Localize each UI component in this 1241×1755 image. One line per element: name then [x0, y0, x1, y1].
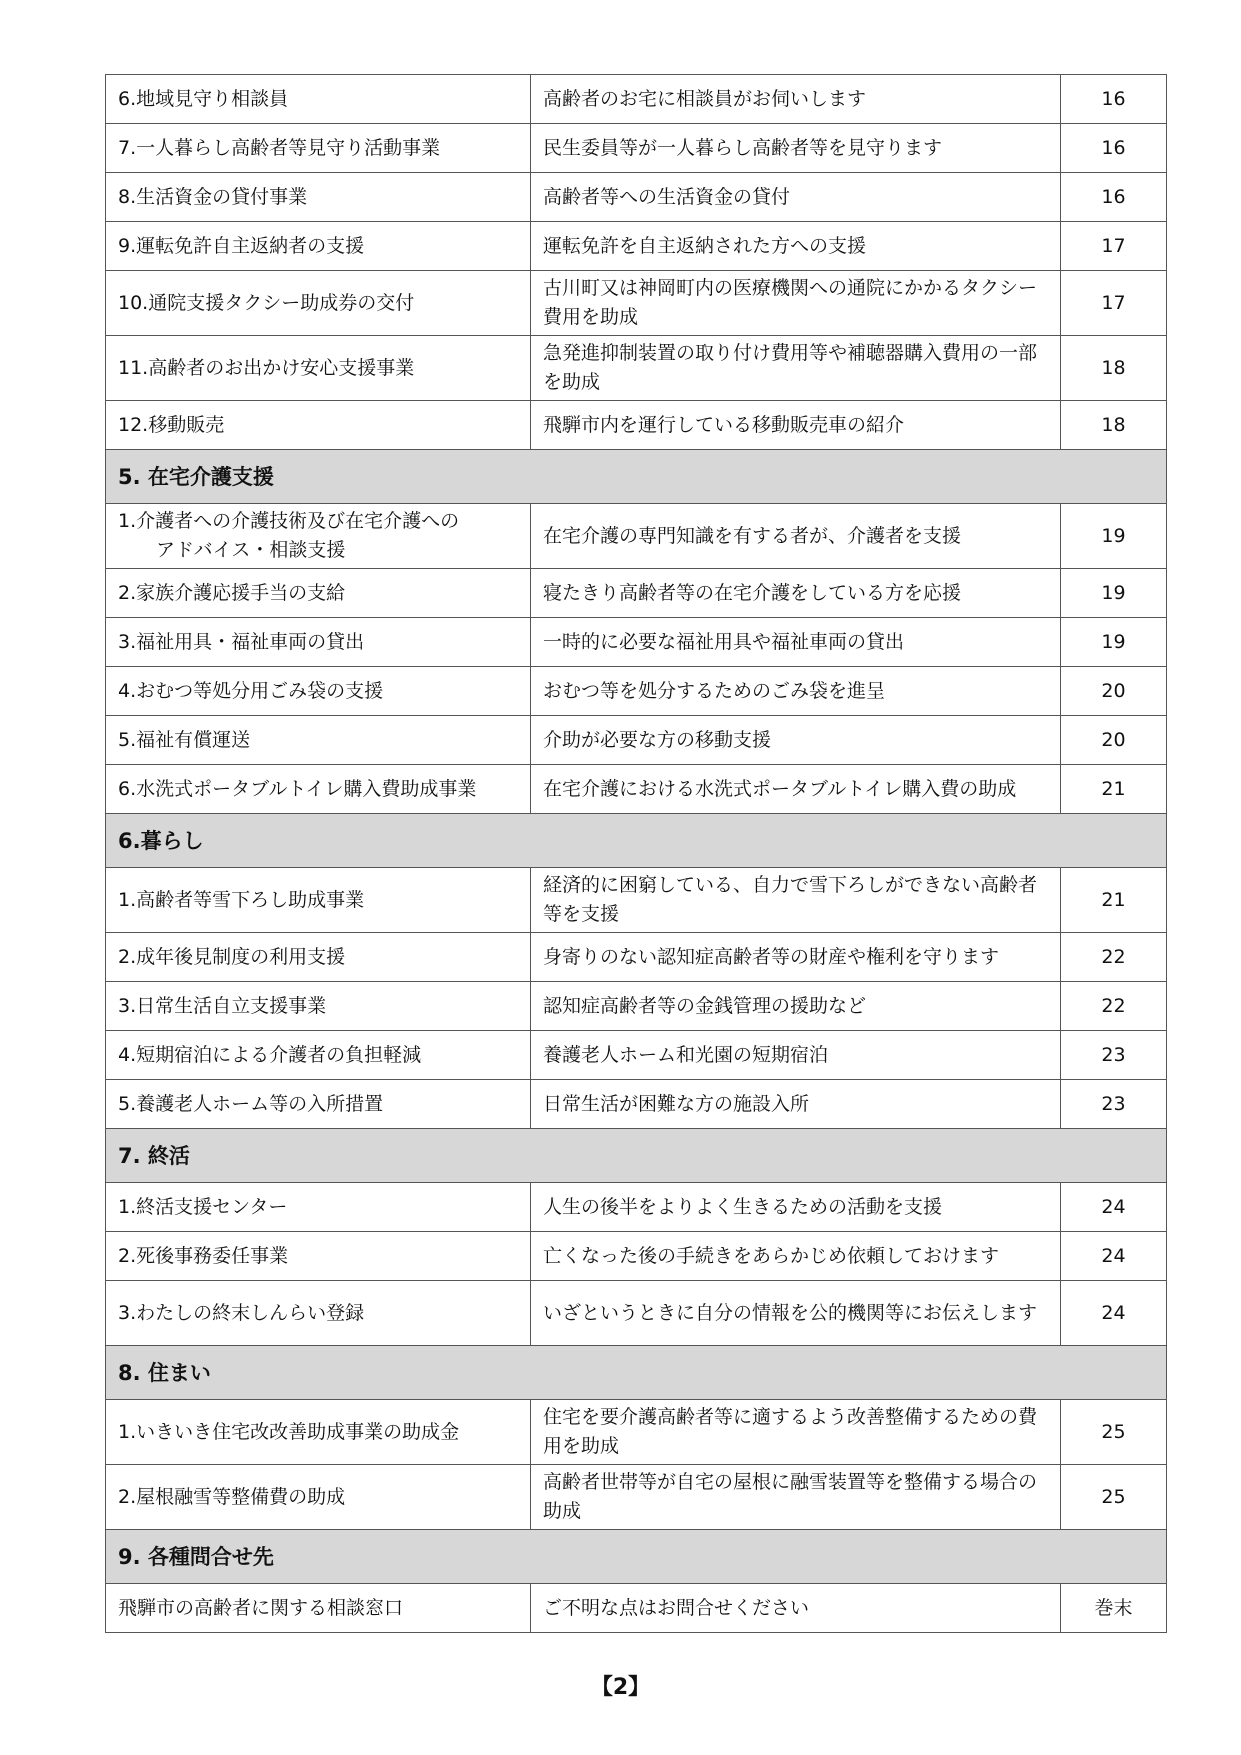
table-row	[106, 401, 1167, 450]
service-name-cell: 4.短期宿泊による介護者の負担軽減	[106, 1031, 531, 1080]
service-description: 在宅介護における水洗式ポータブルトイレ購入費の助成	[531, 765, 1061, 814]
service-description: 日常生活が困難な方の施設入所	[531, 1080, 1061, 1129]
table-row	[106, 716, 1167, 765]
service-name-cell: 6.水洗式ポータブルトイレ購入費助成事業	[106, 765, 531, 814]
table-row	[106, 1031, 1167, 1080]
service-description: 一時的に必要な福祉用具や福祉車両の貸出	[531, 618, 1061, 667]
table-row	[106, 1281, 1167, 1346]
service-description: 養護老人ホーム和光園の短期宿泊	[531, 1031, 1061, 1080]
page-reference: 18	[1061, 336, 1167, 401]
service-description: 高齢者のお宅に相談員がお伺いします	[531, 75, 1061, 124]
table-row	[106, 271, 1167, 336]
page-reference: 18	[1061, 401, 1167, 450]
service-name-cell: 12.移動販売	[106, 401, 531, 450]
service-description: 認知症高齢者等の金銭管理の援助など	[531, 982, 1061, 1031]
table-row	[106, 173, 1167, 222]
service-name-cell: 11.高齢者のお出かけ安心支援事業	[106, 336, 531, 401]
table-row	[106, 75, 1167, 124]
page-reference: 19	[1061, 569, 1167, 618]
service-description: いざというときに自分の情報を公的機関等にお伝えします	[531, 1281, 1061, 1346]
page-reference: 16	[1061, 173, 1167, 222]
section-title: 9. 各種問合せ先	[106, 1530, 1167, 1584]
table-row	[106, 1080, 1167, 1129]
table-row	[106, 569, 1167, 618]
page-reference: 24	[1061, 1232, 1167, 1281]
service-name-cell: 1.いきいき住宅改改善助成事業の助成金	[106, 1400, 531, 1465]
table-row	[106, 222, 1167, 271]
service-description: 在宅介護の専門知識を有する者が、介護者を支援	[531, 504, 1061, 569]
service-name: 1.介護者への介護技術及び在宅介護への	[118, 510, 460, 532]
table-row	[106, 1465, 1167, 1530]
service-name-cell: 2.屋根融雪等整備費の助成	[106, 1465, 531, 1530]
section-header-row	[106, 1530, 1167, 1584]
service-description: 経済的に困窮している、自力で雪下ろしができない高齢者等を支援	[531, 868, 1061, 933]
page-reference: 19	[1061, 504, 1167, 569]
page-reference: 16	[1061, 75, 1167, 124]
table-row	[106, 504, 1167, 569]
table-row	[106, 1183, 1167, 1232]
table-row	[106, 1232, 1167, 1281]
section-title: 8. 住まい	[106, 1346, 1167, 1400]
service-description: 住宅を要介護高齢者等に適するよう改善整備するための費用を助成	[531, 1400, 1061, 1465]
service-description: 寝たきり高齢者等の在宅介護をしている方を応援	[531, 569, 1061, 618]
table-row	[106, 618, 1167, 667]
service-name-cell: 2.家族介護応援手当の支給	[106, 569, 531, 618]
table-row	[106, 933, 1167, 982]
page-reference: 23	[1061, 1080, 1167, 1129]
service-name-cell	[106, 504, 531, 569]
section-title: 5. 在宅介護支援	[106, 450, 1167, 504]
page-reference: 17	[1061, 222, 1167, 271]
service-name-cell: 2.死後事務委任事業	[106, 1232, 531, 1281]
page-reference: 19	[1061, 618, 1167, 667]
service-description: 身寄りのない認知症高齢者等の財産や権利を守ります	[531, 933, 1061, 982]
service-name-cell: 8.生活資金の貸付事業	[106, 173, 531, 222]
service-name-cell: 2.成年後見制度の利用支援	[106, 933, 531, 982]
page-reference: 22	[1061, 982, 1167, 1031]
table-row	[106, 868, 1167, 933]
section-header-row	[106, 450, 1167, 504]
section-header-row	[106, 814, 1167, 868]
service-name-cell: 3.日常生活自立支援事業	[106, 982, 531, 1031]
service-name-cell: 3.福祉用具・福祉車両の貸出	[106, 618, 531, 667]
service-description: 高齢者世帯等が自宅の屋根に融雪装置等を整備する場合の助成	[531, 1465, 1061, 1530]
service-name-cell: 5.福祉有償運送	[106, 716, 531, 765]
page-reference: 22	[1061, 933, 1167, 982]
page-reference: 24	[1061, 1183, 1167, 1232]
section-title: 6.暮らし	[106, 814, 1167, 868]
service-name-cell: 飛騨市の高齢者に関する相談窓口	[106, 1584, 531, 1633]
service-name-cell: 10.通院支援タクシー助成券の交付	[106, 271, 531, 336]
page-reference: 25	[1061, 1465, 1167, 1530]
table-of-contents	[105, 74, 1167, 1633]
service-name-cell: 7.一人暮らし高齢者等見守り活動事業	[106, 124, 531, 173]
table-row	[106, 124, 1167, 173]
section-title: 7. 終活	[106, 1129, 1167, 1183]
service-name-continued: アドバイス・相談支援	[156, 539, 346, 561]
service-name-cell: 1.高齢者等雪下ろし助成事業	[106, 868, 531, 933]
service-description: 民生委員等が一人暮らし高齢者等を見守ります	[531, 124, 1061, 173]
table-row	[106, 765, 1167, 814]
service-name-cell: 4.おむつ等処分用ごみ袋の支援	[106, 667, 531, 716]
section-header-row	[106, 1346, 1167, 1400]
table-row	[106, 1400, 1167, 1465]
service-description: ご不明な点はお問合せください	[531, 1584, 1061, 1633]
page-reference: 17	[1061, 271, 1167, 336]
service-name-cell: 3.わたしの終末しんらい登録	[106, 1281, 531, 1346]
service-description: 急発進抑制装置の取り付け費用等や補聴器購入費用の一部を助成	[531, 336, 1061, 401]
page-number: 【2】	[590, 1675, 651, 1700]
page-reference: 20	[1061, 716, 1167, 765]
page-reference: 21	[1061, 868, 1167, 933]
table-row	[106, 1584, 1167, 1633]
table-row	[106, 667, 1167, 716]
page-reference: 16	[1061, 124, 1167, 173]
service-name-cell: 5.養護老人ホーム等の入所措置	[106, 1080, 531, 1129]
page-reference: 25	[1061, 1400, 1167, 1465]
service-description: 介助が必要な方の移動支援	[531, 716, 1061, 765]
page-reference: 24	[1061, 1281, 1167, 1346]
table-row	[106, 982, 1167, 1031]
page-reference: 23	[1061, 1031, 1167, 1080]
service-name-cell: 1.終活支援センター	[106, 1183, 531, 1232]
service-description: 亡くなった後の手続きをあらかじめ依頼しておけます	[531, 1232, 1061, 1281]
service-name-cell: 9.運転免許自主返納者の支援	[106, 222, 531, 271]
service-description: おむつ等を処分するためのごみ袋を進呈	[531, 667, 1061, 716]
page-reference: 20	[1061, 667, 1167, 716]
service-description: 運転免許を自主返納された方への支援	[531, 222, 1061, 271]
section-header-row	[106, 1129, 1167, 1183]
service-name-cell: 6.地域見守り相談員	[106, 75, 531, 124]
service-description: 飛騨市内を運行している移動販売車の紹介	[531, 401, 1061, 450]
table-of-contents-body	[106, 75, 1167, 1633]
service-description: 古川町又は神岡町内の医療機関への通院にかかるタクシー費用を助成	[531, 271, 1061, 336]
service-description: 人生の後半をよりよく生きるための活動を支援	[531, 1183, 1061, 1232]
service-description: 高齢者等への生活資金の貸付	[531, 173, 1061, 222]
page-reference: 巻末	[1061, 1584, 1167, 1633]
page-reference: 21	[1061, 765, 1167, 814]
table-row	[106, 336, 1167, 401]
